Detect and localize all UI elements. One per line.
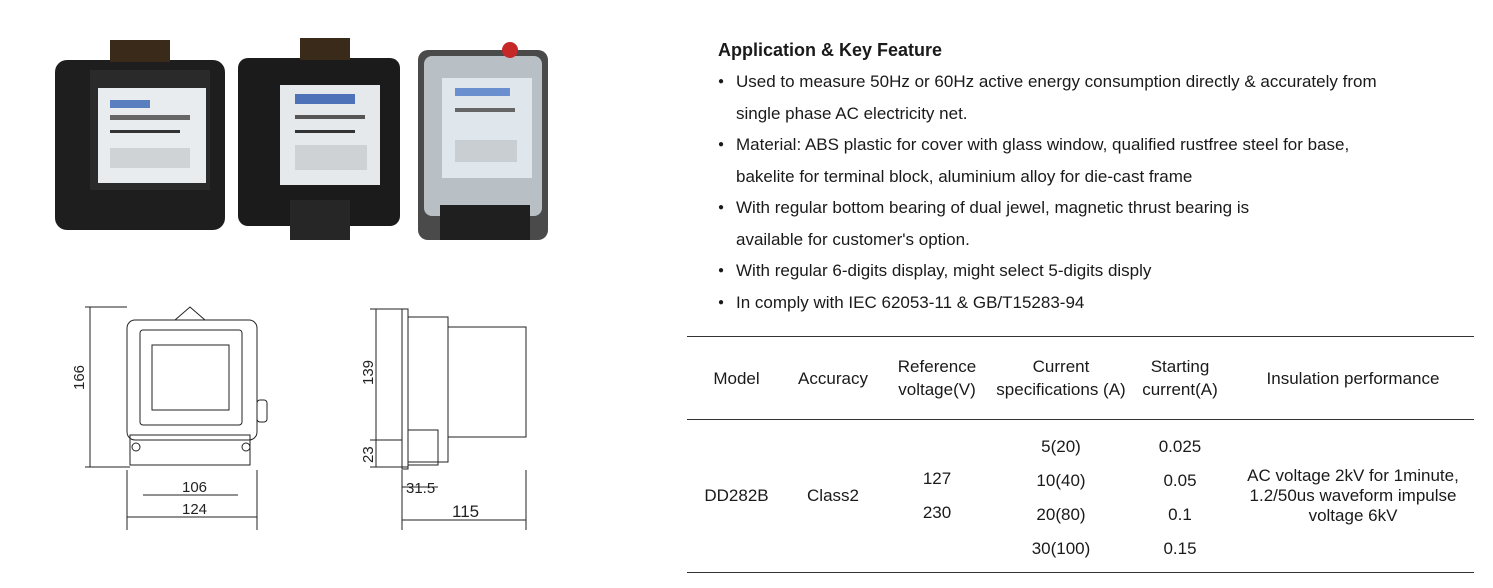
feature-item: ● Material: ABS plastic for cover with glass window, qualified rustfree steel for base, bbox=[718, 129, 1478, 161]
side-upper-height-label: 139 bbox=[360, 359, 377, 385]
features-list bbox=[718, 66, 1478, 318]
feature-item: ● In comply with IEC 62053-11 & GB/T15283-94 bbox=[718, 287, 1478, 319]
header-reference-voltage: Reference voltage(V) bbox=[880, 337, 994, 420]
cell-insulation: AC voltage 2kV for 1minute, 1.2/50us waveform impulse voltage 6kV bbox=[1232, 420, 1474, 573]
dimension-drawing bbox=[60, 295, 550, 540]
header-model: Model bbox=[687, 337, 786, 420]
header-accuracy: Accuracy bbox=[786, 337, 880, 420]
cell-model: DD282B bbox=[687, 420, 786, 573]
cell-accuracy: Class2 bbox=[786, 420, 880, 573]
header-current-specifications: Current specifications (A) bbox=[994, 337, 1128, 420]
cell-current: 30(100) bbox=[994, 532, 1128, 573]
cell-voltages bbox=[880, 420, 994, 573]
side-depth-label: 115 bbox=[452, 502, 480, 521]
cell-starting: 0.15 bbox=[1128, 532, 1232, 573]
feature-item-continued: single phase AC electricity net. bbox=[736, 103, 968, 123]
meter-3-image bbox=[418, 42, 548, 240]
cell-current: 5(20) bbox=[1041, 437, 1081, 456]
spec-table bbox=[687, 336, 1474, 573]
feature-item: ● With regular 6-digits display, might select 5-digits disply bbox=[718, 255, 1478, 287]
cell-current: 20(80) bbox=[1036, 505, 1086, 524]
meter-2-image bbox=[238, 38, 400, 240]
cell-current: 10(40) bbox=[1036, 471, 1086, 490]
feature-item: ● With regular bottom bearing of dual jewel, magnetic thrust bearing is bbox=[718, 192, 1478, 224]
voltage-value: 127 bbox=[922, 469, 952, 488]
front-inner-width-label: 106 bbox=[182, 479, 208, 496]
front-view bbox=[85, 307, 267, 530]
cell-starting: 0.05 bbox=[1163, 471, 1197, 490]
side-lower-height-label: 23 bbox=[360, 446, 377, 463]
side-view bbox=[370, 309, 526, 530]
side-offset-label: 31.5 bbox=[406, 480, 436, 497]
header-insulation-performance: Insulation performance bbox=[1232, 337, 1474, 420]
voltage-value: 230 bbox=[922, 503, 952, 522]
feature-item: ● Used to measure 50Hz or 60Hz active energy consumption directly & accurately from bbox=[718, 66, 1478, 98]
cell-starting: 0.1 bbox=[1168, 505, 1192, 524]
header-starting-current: Starting current(A) bbox=[1128, 337, 1232, 420]
cell-starting: 0.025 bbox=[1158, 437, 1202, 456]
feature-item-continued: bakelite for terminal block, aluminium alloy for die-cast frame bbox=[736, 166, 1193, 186]
meter-1-image bbox=[55, 40, 225, 230]
table-header-row bbox=[687, 337, 1474, 420]
front-height-label: 166 bbox=[71, 364, 88, 390]
feature-item-continued: available for customer's option. bbox=[736, 229, 970, 249]
table-row bbox=[687, 420, 1474, 465]
product-photo bbox=[50, 30, 550, 245]
front-width-label: 124 bbox=[182, 501, 208, 518]
features-title: Application & Key Feature bbox=[718, 40, 943, 60]
